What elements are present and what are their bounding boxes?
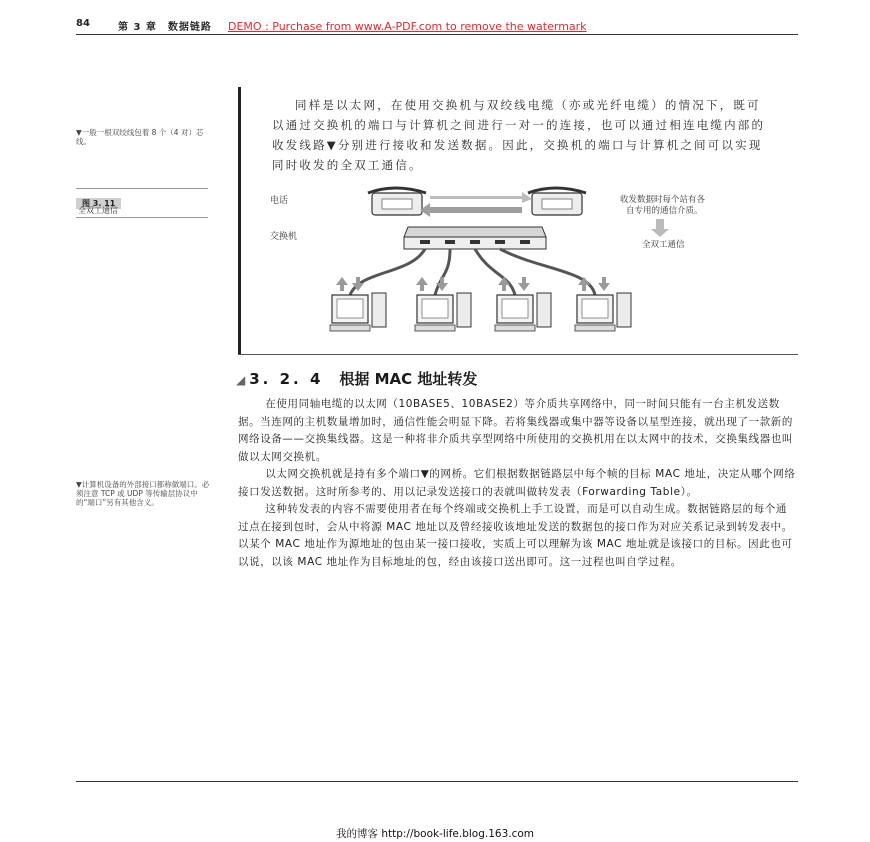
watermark-link[interactable]: DEMO : Purchase from www.A-PDF.com to remove the watermark	[228, 20, 587, 33]
label-full-duplex: 全双工通信	[642, 240, 685, 250]
page-number: 84	[76, 18, 90, 29]
header-rule	[76, 34, 798, 35]
figure-label-rule-bottom	[76, 217, 208, 218]
side-note-port: ▼计算机设备的外部接口都称做端口。必须注意 TCP 或 UDP 等传输层协议中的“端口”另有其他含义。	[76, 480, 210, 507]
note-line-2: 自专用的通信介质。	[626, 206, 703, 216]
note-down-arrow-icon	[651, 219, 669, 237]
computer-icon-4	[575, 293, 631, 331]
label-switch: 交换机	[270, 232, 298, 242]
section-body	[238, 396, 798, 571]
paragraph-3: 这种转发表的内容不需要使用者在每个终端或交换机上手工设置，而是可以自动生成。数据链路层的每个通过点在接到包时，会从中将源 MAC 地址以及曾经接收该地址发送的数据包的接口作为对应关系记录到转发表中。以某个 MAC 地址作为源地址的包由某一接口接收，实质上可以理解为该 MAC 地址就是该接口的目标。因此也可以说，以该 MAC 地址作为目标地址的包，经由该接口送出即可。这一过程也叫自学过程。	[238, 503, 793, 568]
footer-blog-link: 我的博客 http://book-life.blog.163.com	[335, 828, 535, 840]
section-number: 3. 2. 4	[249, 370, 324, 388]
note-line-1: 收发数据时每个站有各	[620, 195, 706, 205]
computer-icon-3	[495, 293, 551, 331]
phone-icon-left	[368, 188, 426, 215]
figure-number: 图 3. 11	[76, 198, 121, 209]
figure-bottom-rule	[238, 354, 798, 355]
switch-icon	[404, 227, 546, 249]
computer-icon-1	[330, 293, 386, 331]
page-header	[76, 16, 796, 34]
chapter-title: 第 3 章 数据链路	[118, 22, 212, 33]
section-heading	[236, 368, 477, 389]
side-note-twisted-pair: ▼一般一根双绞线包着 8 个（4 对）芯线。	[76, 128, 204, 146]
section-triangle-icon: ◢	[236, 373, 246, 387]
duplex-arrows	[336, 277, 610, 291]
figure-caption: 全双工通信	[78, 206, 118, 215]
section-title-text: 根据 MAC 地址转发	[339, 370, 478, 388]
paragraph-1: 在使用同轴电缆的以太网（10BASE5、10BASE2）等介质共享网络中，同一时间只能有一台主机发送数据。当连网的主机数量增加时，通信性能会明显下降。若将集线器或集中器等设备以星型连接，就出现了一款新的网络设备——交换集线器。这是一种将非介质共享型网络中所使用的交换机用在以太网中的技术，交换集线器也叫做以太网交换机。	[238, 398, 793, 463]
footer-rule	[76, 781, 798, 782]
figure-label-rule-top	[76, 188, 208, 189]
paragraph-2: 以太网交换机就是持有多个端口▼的网桥。它们根据数据链路层中每个帧的目标 MAC 地址，决定从哪个网络接口发送数据。这时所参考的、用以记录发送接口的表就叫做转发表（Forwarding Table）。	[238, 468, 796, 498]
intro-paragraph	[272, 95, 772, 175]
content-vertical-rule	[238, 87, 241, 354]
intro-text: 同样是以太网，在使用交换机与双绞线电缆（亦或光纤电缆）的情况下，既可以通过交换机的端口与计算机之间进行一对一的连接，也可以通过相连电缆内部的收发线路▼分别进行接收和发送数据。因此，交换机的端口与计算机之间可以实现同时收发的全双工通信。	[272, 98, 766, 172]
figure-label	[76, 191, 208, 208]
computer-icon-2	[415, 293, 471, 331]
full-duplex-diagram	[270, 185, 790, 345]
phone-icon-right	[528, 188, 586, 215]
label-phone: 电话	[270, 196, 289, 206]
phone-arrows	[420, 192, 532, 217]
